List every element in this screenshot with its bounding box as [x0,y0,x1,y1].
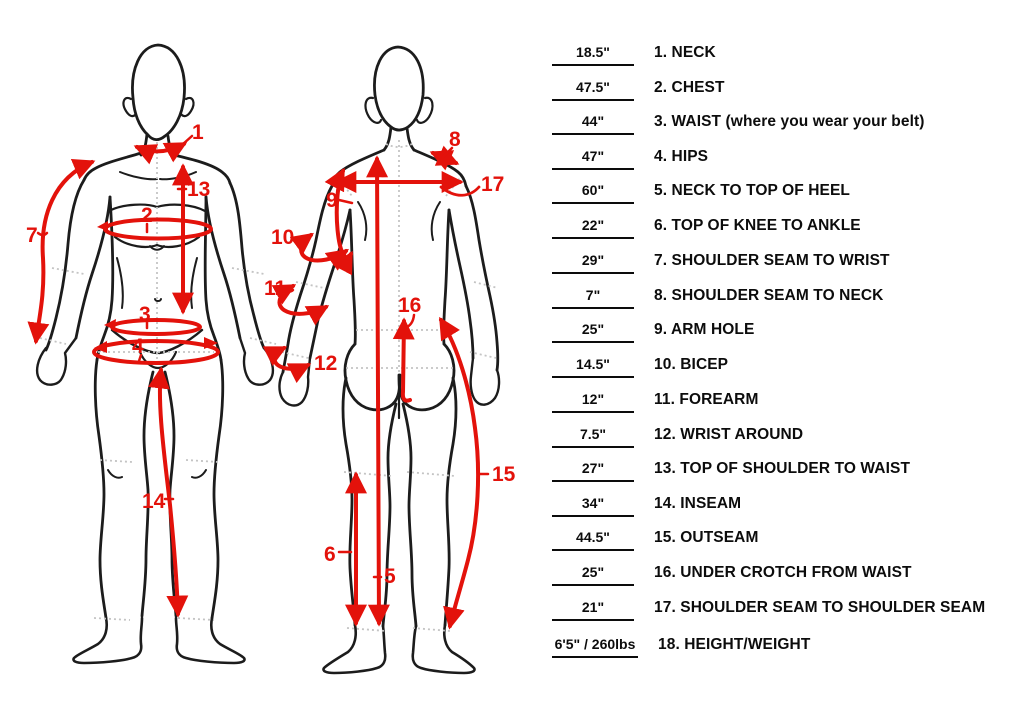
marker-9-connector [339,200,352,203]
measurement-value: 60" [552,182,634,204]
neck-to-heel-arrow [377,159,379,623]
measurement-list [552,0,1022,702]
measurement-row [552,44,716,66]
measurement-value: 47.5" [552,79,634,101]
marker-7-sleeve: 7 [26,224,38,247]
marker-4-hips: 4 [132,335,144,358]
measurement-value: 7.5" [552,426,634,448]
measurement-label: 18. HEIGHT/WEIGHT [658,636,811,653]
measurement-row [552,564,912,586]
measurement-row [552,217,861,239]
measurement-label: 5. NECK TO TOP OF HEEL [654,182,850,199]
measurement-label: 7. SHOULDER SEAM TO WRIST [654,252,890,269]
measurement-row [552,182,850,204]
measurement-label: 17. SHOULDER SEAM TO SHOULDER SEAM [654,599,986,616]
measurement-label: 16. UNDER CROTCH FROM WAIST [654,564,912,581]
measurement-label: 10. BICEP [654,356,729,373]
measurement-row [552,113,925,135]
marker-1-connector [183,136,192,144]
front-figure-sketch [37,45,273,663]
wrist-measure-arc [275,348,308,369]
measurement-label: 6. TOP OF KNEE TO ANKLE [654,217,861,234]
measurement-label: 12. WRIST AROUND [654,426,804,443]
measurement-row [552,495,741,517]
marker-11-forearm: 11 [264,277,287,300]
measurement-label: 8. SHOULDER SEAM TO NECK [654,287,884,304]
under-crotch-arrow [403,321,410,401]
measurement-label: 15. OUTSEAM [654,529,759,546]
measurement-value: 29" [552,252,634,274]
measurement-value: 25" [552,564,634,586]
measurement-label: 13. TOP OF SHOULDER TO WAIST [654,460,911,477]
measurement-label: 9. ARM HOLE [654,321,755,338]
marker-14-inseam: 14 [142,490,166,513]
front-guide-lines [40,142,276,620]
sleeve-measure-curve [36,162,92,341]
measurement-row [552,599,985,621]
waist-measure-ellipse [112,320,200,334]
measurement-value: 18.5" [552,44,634,66]
marker-3-waist: 3 [139,303,151,326]
marker-11-connector [286,290,293,292]
measurement-label: 1. NECK [654,44,716,61]
chest-measure-ellipse [105,220,211,239]
measurement-value: 7" [552,287,634,309]
marker-5-neck-to-heel: 5 [384,565,396,588]
marker-15-outseam: 15 [492,463,516,486]
marker-16-under-crotch: 16 [398,294,422,317]
marker-10-bicep: 10 [271,226,295,249]
measurement-value: 22" [552,217,634,239]
measurement-row [552,529,758,551]
measurement-value: 44.5" [552,529,634,551]
measurement-label: 11. FOREARM [654,391,759,408]
measurement-row [552,460,910,482]
measurement-value: 12" [552,391,634,413]
measurement-value: 44" [552,113,634,135]
marker-1-neck: 1 [192,121,204,144]
measurement-label: 2. CHEST [654,79,725,96]
measurement-value: 6'5" / 260lbs [552,636,638,658]
measurement-row [552,426,803,448]
measurement-row [552,79,725,101]
measurement-row [552,148,708,170]
marker-8-seam-to-neck: 8 [449,128,461,151]
measurement-label: 14. INSEAM [654,495,742,512]
measurement-label: 3. WAIST (where you wear your belt) [654,113,925,130]
measurement-value: 25" [552,321,634,343]
measurement-row [552,636,810,658]
measurement-row [552,356,728,378]
marker-9-armhole: 9 [326,189,338,212]
measurement-row [552,287,883,309]
measurement-row [552,391,758,413]
marker-6-knee-to-ankle: 6 [324,543,336,566]
measurement-row [552,252,890,274]
marker-17-seam-to-seam: 17 [481,173,505,196]
measurement-value: 34" [552,495,634,517]
marker-2-chest: 2 [141,204,153,227]
measurement-label: 4. HIPS [654,148,709,165]
measurement-value: 27" [552,460,634,482]
measurement-row [552,321,754,343]
measurement-value: 14.5" [552,356,634,378]
measurement-value: 47" [552,148,634,170]
chest-left-arrowhead [97,221,108,231]
marker-12-wrist: 12 [314,352,338,375]
marker-13-shoulder-to-waist: 13 [187,178,211,201]
measurement-value: 21" [552,599,634,621]
